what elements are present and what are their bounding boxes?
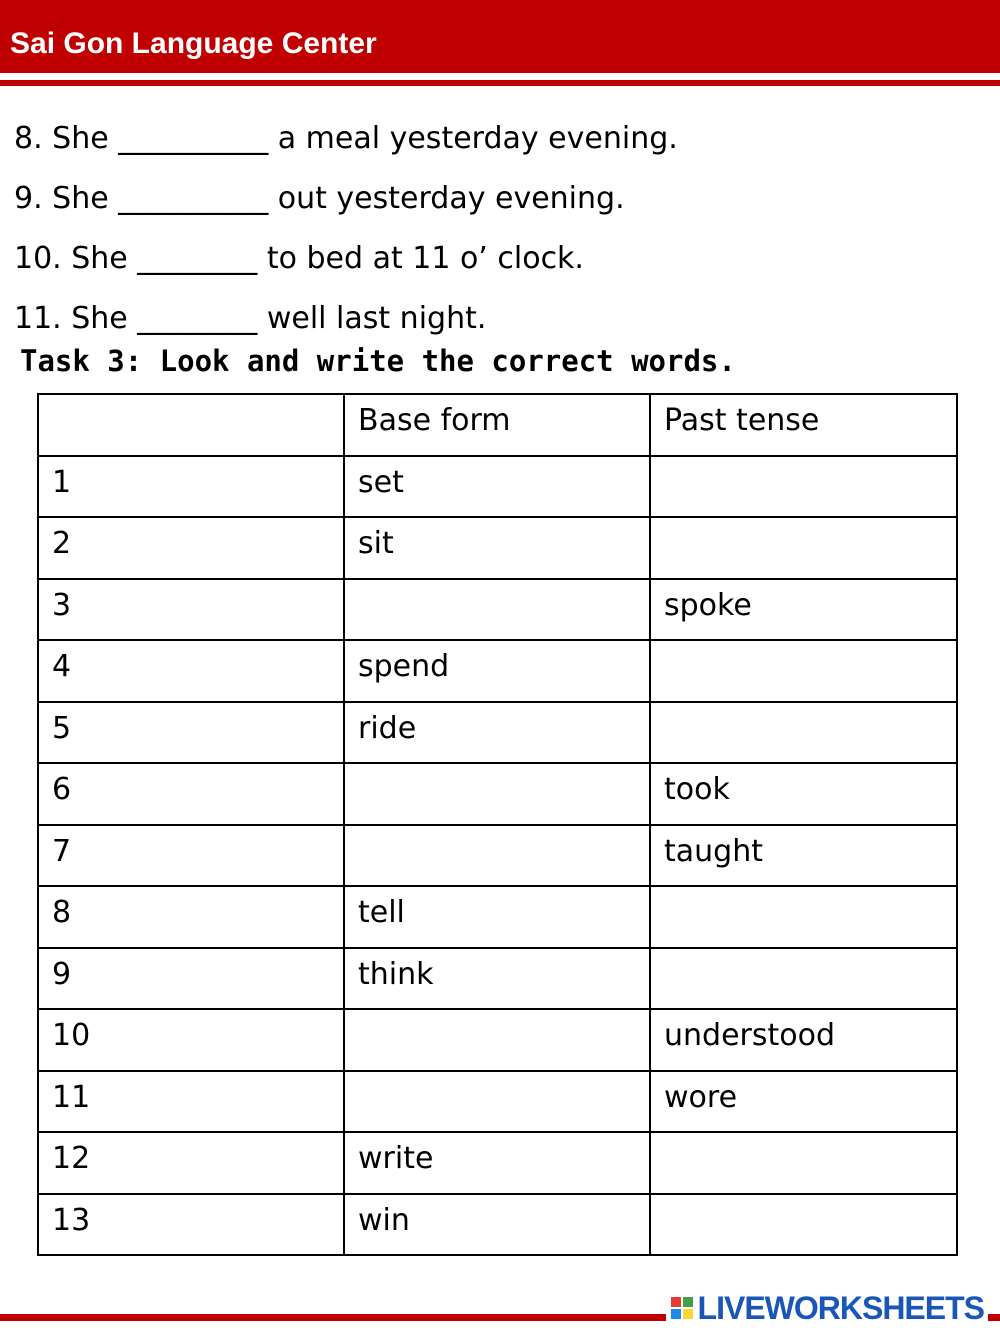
past-tense-cell [650,1194,957,1256]
table-row [38,825,957,887]
past-tense-cell [650,702,957,764]
past-tense-cell [650,640,957,702]
base-form-cell: ride [344,702,650,764]
sentence-10: 10. She ________ to bed at 11 o’ clock. [14,241,584,276]
table-row [38,702,957,764]
page-title: Sai Gon Language Center [10,27,377,60]
brand-text: LIVEWORKSHEETS [697,1290,984,1326]
base-form-cell [344,825,650,887]
sentence-11: 11. She ________ well last night. [14,301,487,336]
table-row [38,886,957,948]
table-header-row [38,394,957,456]
row-number-cell: 7 [38,825,344,887]
header-base-form: Base form [344,394,650,456]
row-number-cell: 4 [38,640,344,702]
table-row [38,948,957,1010]
past-tense-cell [650,886,957,948]
past-tense-cell: took [650,763,957,825]
table-row [38,1071,957,1133]
table-row [38,1132,957,1194]
base-form-cell [344,579,650,641]
table-row [38,763,957,825]
table-row [38,456,957,518]
table-row [38,1009,957,1071]
header-divider [0,80,1000,86]
base-form-cell [344,1071,650,1133]
base-form-cell: set [344,456,650,518]
past-tense-cell: wore [650,1071,957,1133]
row-number-cell: 8 [38,886,344,948]
base-form-cell: write [344,1132,650,1194]
row-number-cell: 6 [38,763,344,825]
past-tense-cell: understood [650,1009,957,1071]
base-form-cell: think [344,948,650,1010]
sentence-9: 9. She __________ out yesterday evening. [14,181,625,216]
verb-table [37,393,958,1256]
past-tense-cell [650,456,957,518]
row-number-cell: 10 [38,1009,344,1071]
liveworksheets-logo-icon [670,1296,694,1320]
row-number-cell: 13 [38,1194,344,1256]
base-form-cell [344,763,650,825]
row-number-cell: 9 [38,948,344,1010]
row-number-cell: 2 [38,517,344,579]
row-number-cell: 11 [38,1071,344,1133]
past-tense-cell [650,517,957,579]
table-row [38,640,957,702]
past-tense-cell: spoke [650,579,957,641]
row-number-cell: 12 [38,1132,344,1194]
sentence-8: 8. She __________ a meal yesterday evening. [14,121,678,156]
table-row [38,517,957,579]
task-3-title: Task 3: Look and write the correct words. [20,344,736,378]
past-tense-cell [650,1132,957,1194]
base-form-cell [344,1009,650,1071]
header-number-cell [38,394,344,456]
row-number-cell: 5 [38,702,344,764]
past-tense-cell: taught [650,825,957,887]
table-row [38,1194,957,1256]
liveworksheets-brand [666,1290,988,1326]
base-form-cell: win [344,1194,650,1256]
row-number-cell: 3 [38,579,344,641]
past-tense-cell [650,948,957,1010]
base-form-cell: tell [344,886,650,948]
header-bar [0,0,1000,73]
table-row [38,579,957,641]
base-form-cell: spend [344,640,650,702]
base-form-cell: sit [344,517,650,579]
header-past-tense: Past tense [650,394,957,456]
row-number-cell: 1 [38,456,344,518]
